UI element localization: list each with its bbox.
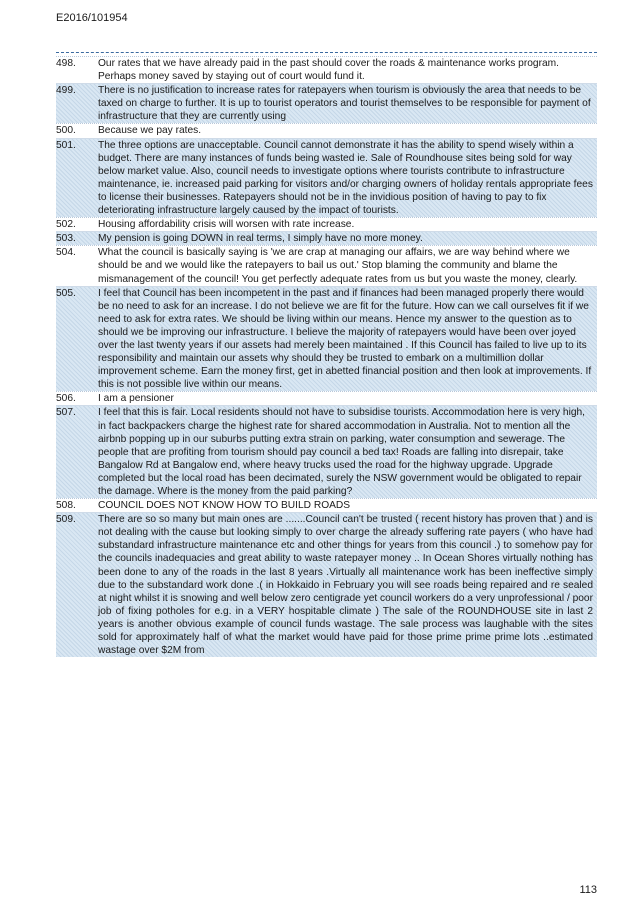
list-item	[56, 405, 597, 498]
entry-text: Our rates that we have already paid in the past should cover the roads & maintenance works program. Perhaps money saved by staying out of court would fund it.	[98, 58, 559, 83]
entry-number: 507.	[56, 407, 76, 419]
entry-number: 498.	[56, 58, 76, 69]
entry-text: I am a pensioner	[98, 393, 174, 405]
list-item	[56, 245, 597, 285]
entry-number: 509.	[56, 514, 76, 526]
list-item	[56, 498, 597, 512]
page-number: 113	[579, 884, 597, 896]
entry-number: 506.	[56, 393, 76, 405]
entry-text: I feel that this is fair. Local residents should not have to subsidise tourists. Accommodation here is very high, in fact backpackers charge the highest rate for shared accommodation in Australia. Not to mention all the airbnb popping up in our suburbs putting extra strain on parking, water consumption and sewerage. The people that are profiting from tourism should pay council a bed tax! Roads are falling into disrepair, take Bangalow Rd at Bangalow end, where heavy trucks used the road for the highway upgrade. Upgrade completed but the local road has been decimated, surely the NSW government would be obligated to repair the damage. Where is the money from the paid parking?	[98, 407, 585, 497]
entry-text: There are so so many but main ones are .......Council can't be trusted ( recent history has proven that ) and is not dealing with the cause but looking simply to over charge the already suffering rate payers ( who have had substandard infrastructure maintenance etc and other things for years from this council .) to somehow pay for the councils inadequacies and great ability to waste ratepayer money .. In Ocean Shores virtually nothing has been done to any of the roads in the last 8 years .Virtually all maintenance work has been ineffective simply due to the substandard work done .( in Hokkaido in February you will see roads being repaired and re sealed at night whilst it is snowing and well below zero centigrade yet council workers do a very unprofessional / poor job of fixing potholes for e.g. in a VERY hospitable climate ) The sale of the ROUNDHOUSE site in last 2 years is another obvious example of council funds wastage. The sale process was laughable with the sites sold for approximately half of what the market would have paid for those prime prime prime lots ..estimated wastage over $2M from	[98, 514, 593, 657]
entry-text: Because we pay rates.	[98, 125, 202, 137]
list-item	[56, 56, 597, 83]
header-divider	[56, 52, 597, 53]
list-item	[56, 286, 597, 392]
entry-text: COUNCIL DOES NOT KNOW HOW TO BUILD ROADS	[98, 500, 351, 512]
entry-number: 503.	[56, 233, 76, 245]
list-item	[56, 231, 597, 245]
list-item	[56, 138, 597, 218]
entry-text: Housing affordability crisis will worsen with rate increase.	[98, 219, 355, 231]
entry-number: 499.	[56, 85, 76, 97]
list-item	[56, 217, 597, 231]
entry-number: 501.	[56, 139, 76, 151]
entry-text: There is no justification to increase rates for ratepayers when tourism is obviously the area that needs to be taxed on charge to further. It is up to tourist operators and tourist themselves to be responsible for payment of infrastructure that they are currently using	[98, 85, 591, 123]
entry-number: 502.	[56, 219, 76, 231]
entry-number: 500.	[56, 125, 76, 137]
entry-number: 508.	[56, 500, 76, 512]
list-item	[56, 391, 597, 405]
doc-header: E2016/101954	[56, 12, 128, 24]
list-item	[56, 512, 597, 657]
response-list	[56, 56, 597, 657]
entry-text: My pension is going DOWN in real terms, I simply have no more money.	[98, 233, 423, 245]
list-item	[56, 123, 597, 137]
list-item	[56, 83, 597, 123]
entry-number: 505.	[56, 287, 76, 299]
entry-text: I feel that Council has been incompetent in the past and if finances had been managed properly there would be no need to ask for an increase. I do not believe we are fit for the future. How can we call ourselves fit if we need to ask for extra rates. We should be living within our means. Hence my answer to the question as to should we be improving our infrastructure. I believe the majority of ratepayers would have been over joyed over the last twenty years if our assets had merely been maintained . If this Council has failed to live up to its responsibility and maintain our assets why should they be trusted to embark on a multimillion dollar improvement scheme. Earn the money first, get in abetted financial position and then look at improvements. If this is not possible live within our means.	[98, 287, 592, 391]
entry-text: The three options are unacceptable. Council cannot demonstrate it has the ability to spend wisely within a budget. There are many instances of funds being wasted ie. Sale of Roundhouse sites being sold for way below market value. Also, council needs to investigate options where tourists contribute to infrastructure maintenance, ie. increased paid parking for visitors and/or charging owners of holiday rentals appropriate fees to license their businesses. Ratepayers should not be in the invidious position of having to pay to fix deteriorating infrastructure largely caused by the impact of tourists.	[98, 139, 593, 217]
entry-number: 504.	[56, 247, 76, 259]
entry-text: What the council is basically saying is 'we are crap at managing our affairs, we are way behind where we should be and we would like the ratepayers to bail us out.' Stop blaming the community and blame the mismanagement of the council! You get perfectly adequate rates from us but you waste the money, clearly.	[98, 247, 578, 285]
